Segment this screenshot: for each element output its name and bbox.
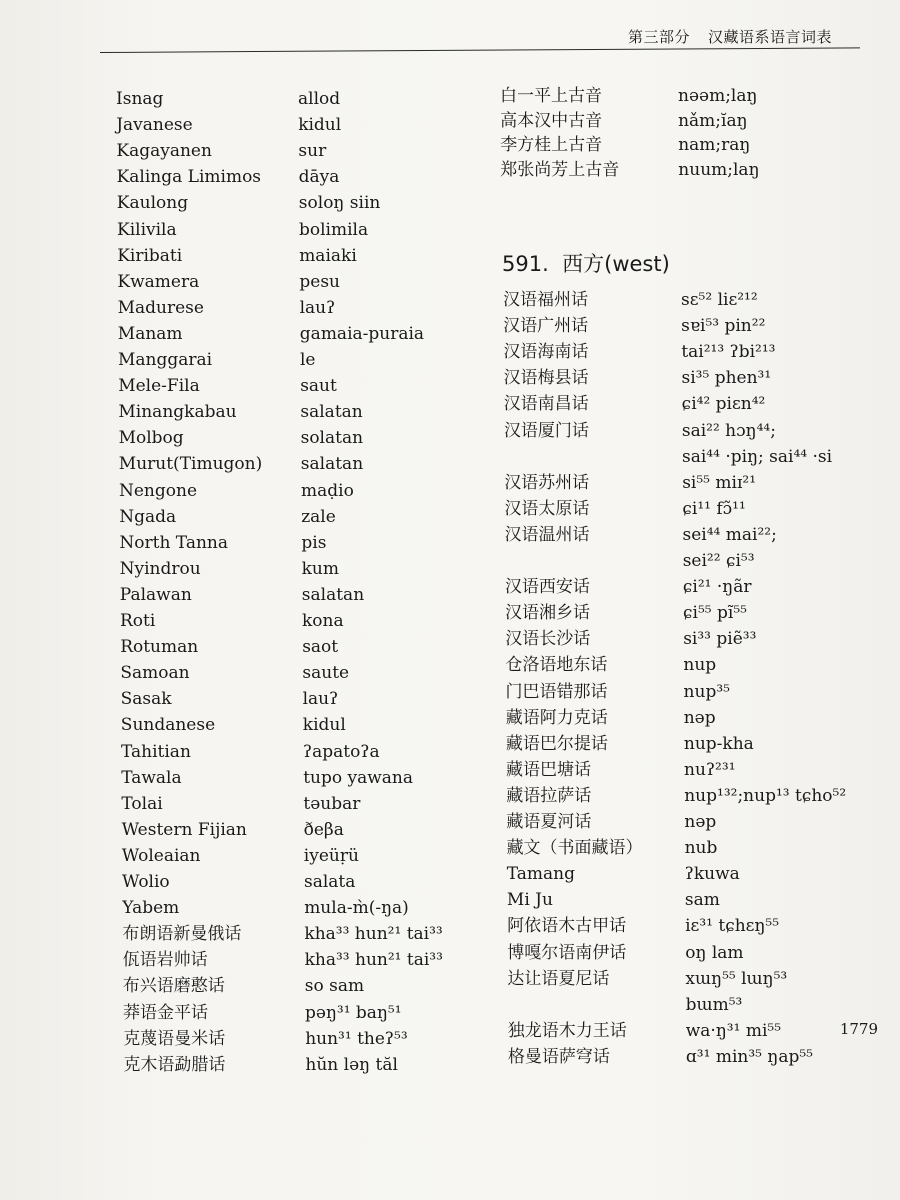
header-part: 第三部分 [627,28,690,46]
word-form: sur [298,141,327,162]
word-form: kidul [298,115,342,136]
word-form: hŭn ləŋ tăl [305,1054,398,1075]
language-name: Murut(Timugon) [118,454,263,475]
word-form: bolimila [299,219,369,240]
word-form: lauʔ [299,297,336,318]
language-name: Wolio [122,872,170,892]
word-form: sei²² ɕi⁵³ [682,551,755,571]
language-name: 汉语梅县话 [503,368,589,389]
word-form: təubar [303,793,361,814]
word-form: pəŋ³¹ baŋ⁵¹ [305,1002,402,1023]
language-name: 汉语海南话 [503,342,589,363]
language-name: 汉语温州话 [504,524,590,545]
word-form: oŋ lam [685,942,744,963]
language-name: Mele-Fila [118,376,200,397]
language-name: North Tanna [119,532,228,553]
word-form: kha³³ hun²¹ tai³³ [304,924,443,945]
language-name: Javanese [116,115,193,136]
word-form: bɯm⁵³ [685,994,743,1015]
left-column [116,89,446,1089]
word-form: iyeüṛü [303,845,359,866]
language-name: 佤语岩帅话 [122,950,208,971]
language-name: 汉语福州话 [503,290,588,310]
word-form: sai²² hɔŋ⁴⁴; [681,420,776,441]
page-number: 1779 [839,1020,878,1038]
language-name: Roti [120,611,156,631]
word-form: kha³³ hun²¹ tai³³ [304,950,443,971]
language-name: 克蔑语曼米话 [123,1028,226,1049]
language-name: Kiribati [117,245,183,266]
language-name: 独龙语木力王话 [507,1020,627,1041]
word-form: ɕi⁵⁵ pĩ⁵⁵ [683,603,747,624]
section-heading [502,248,670,278]
section-title: 西方(west) [562,252,670,276]
word-form: hun³¹ theʔ⁵³ [305,1028,408,1049]
language-name: Madurese [117,297,204,318]
word-form: nup [683,655,717,676]
language-name: 李方桂上古音 [500,135,603,155]
language-name: 布兴语磨憨话 [122,976,225,997]
word-form: nəp [683,707,716,728]
language-name: 郑张尚芳上古音 [500,159,620,180]
word-form: sai⁴⁴ ·piŋ; sai⁴⁴ ·si [682,446,833,467]
word-form: sɛ⁵² liɛ²¹² [681,290,758,310]
word-form: nup¹³²;nup¹³ tɕho⁵² [684,785,847,806]
language-name: Mi Ju [506,890,553,911]
word-form: nam;raŋ [678,135,751,155]
language-name: 藏语巴塘话 [506,759,592,780]
language-name: 克木语勐腊话 [123,1054,226,1075]
word-form: tupo yawana [303,767,413,788]
word-form: gamaia-puraia [299,323,425,344]
word-form: pesu [299,271,341,292]
language-name: 汉语广州话 [503,316,589,337]
word-form: solatan [300,428,364,449]
word-form: si³⁵ phen³¹ [681,368,772,389]
word-form: allod [298,89,341,109]
word-form: sam [684,890,720,911]
word-form: nub [684,838,718,859]
language-name: 藏文（书面藏语） [506,838,643,859]
word-form: salata [304,872,356,892]
language-name: Manggarai [118,350,213,370]
language-name: 藏语巴尔提话 [505,733,608,754]
language-name: 白一平上古音 [500,86,602,106]
word-form: maiaki [299,245,357,266]
word-form: ɑ³¹ min³⁵ ŋap⁵⁵ [685,1046,813,1067]
language-name: Kilivila [117,219,177,240]
right-top-column [500,86,880,196]
language-name: Ngada [119,506,177,527]
language-name: Sundanese [120,715,216,736]
word-form: ʔapatoʔa [303,741,380,762]
word-form: ɕi¹¹ fɔ̃¹¹ [682,498,746,519]
language-name: Nengone [119,480,198,501]
language-name: Yabem [122,898,180,919]
language-name: 高本汉中古音 [500,110,603,131]
language-name: Kagayanen [116,141,212,162]
word-form: lauʔ [302,689,339,710]
word-form: salatan [301,584,365,605]
language-name: Tawala [121,767,182,788]
language-name: Kwamera [117,271,200,292]
word-form: ʔkuwa [684,864,740,885]
word-form: si⁵⁵ miɪ²¹ [682,472,757,493]
word-form: salatan [300,454,364,475]
word-form: ɕi⁴² piɛn⁴² [681,394,766,415]
word-form: nup-kha [683,733,754,754]
language-name: Tolai [121,793,163,814]
word-form: xɯŋ⁵⁵ lɯŋ⁵³ [685,968,788,989]
language-name: Palawan [119,584,192,605]
header-title: 汉藏语系语言词表 [707,28,832,46]
language-name: 格曼语萨穹话 [507,1046,610,1067]
word-form: sei⁴⁴ mai²²; [682,524,777,545]
language-name: Western Fijian [121,819,247,840]
word-form: si³³ piẽ³³ [683,629,757,650]
language-name: 汉语厦门话 [503,420,589,441]
word-form: salatan [300,402,363,423]
language-name: 博嘎尔语南伊话 [507,942,627,963]
language-name: Nyindrou [119,558,201,579]
language-name: Manam [117,323,183,344]
word-form: nup³⁵ [683,681,730,702]
language-name: 莽语金平话 [123,1002,208,1023]
word-form: soloŋ siin [298,193,381,214]
language-name: Tahitian [121,741,191,762]
word-form: kum [301,558,339,579]
word-form: saute [302,663,350,684]
language-name: 仓洛语地东话 [505,655,608,676]
section-number: 591. [502,252,549,276]
language-name: 达让语夏尼话 [507,968,610,989]
language-name: 汉语湘乡话 [505,603,591,624]
language-name: Kalinga Limimos [116,167,262,188]
language-name: Sasak [120,689,172,710]
word-form: tai²¹³ ʔbi²¹³ [681,342,776,363]
word-form: nəp [684,812,717,832]
language-name: Minangkabau [118,402,237,423]
language-name: 汉语南昌话 [503,394,589,415]
word-form: ðeβa [303,819,344,840]
word-form: saut [300,376,337,397]
word-form: kona [302,611,344,631]
word-form: nəəm;laŋ [678,86,758,106]
language-name: Tamang [506,864,575,885]
language-name: Rotuman [120,637,199,658]
word-form: zale [301,506,336,527]
language-name: Kaulong [116,193,189,214]
word-form: saot [302,637,339,658]
word-form: wa·ŋ³¹ mi⁵⁵ [685,1020,782,1041]
word-form: kidul [302,715,346,736]
word-form: ɕi²¹ ·ŋãr [682,577,752,598]
language-name: 藏语拉萨话 [506,785,592,806]
language-name: 阿依语木古甲话 [507,916,627,937]
word-form: nǎm;ĭaŋ [678,110,748,131]
language-name: Molbog [118,428,184,449]
right-column [503,290,883,1090]
word-form: so sam [304,976,365,997]
word-form: le [300,350,316,370]
word-form: nuʔ²³¹ [684,759,736,780]
language-name: 汉语长沙话 [505,629,591,650]
language-name: 门巴语错那话 [505,681,608,702]
language-name: 藏语夏河话 [506,812,592,832]
word-form: nuum;laŋ [678,159,760,180]
language-name: Woleaian [121,845,201,866]
word-form: iɛ³¹ tɕhɛŋ⁵⁵ [685,916,780,937]
language-name: 汉语西安话 [504,577,590,598]
word-form: pis [301,532,327,553]
language-name: 汉语苏州话 [504,472,590,493]
language-name: 汉语太原话 [504,498,590,519]
language-name: Isnag [116,89,164,109]
word-form: mula-m̀(-ŋa) [304,898,409,919]
language-name: 藏语阿力克话 [505,707,608,728]
language-name: 布朗语新曼俄话 [122,924,242,945]
running-header [610,26,832,47]
language-name: Samoan [120,663,190,684]
word-form: sɐi⁵³ pin²² [681,316,766,337]
word-form: dāya [298,167,340,188]
header-rule [100,47,860,53]
word-form: maḍio [301,480,354,501]
